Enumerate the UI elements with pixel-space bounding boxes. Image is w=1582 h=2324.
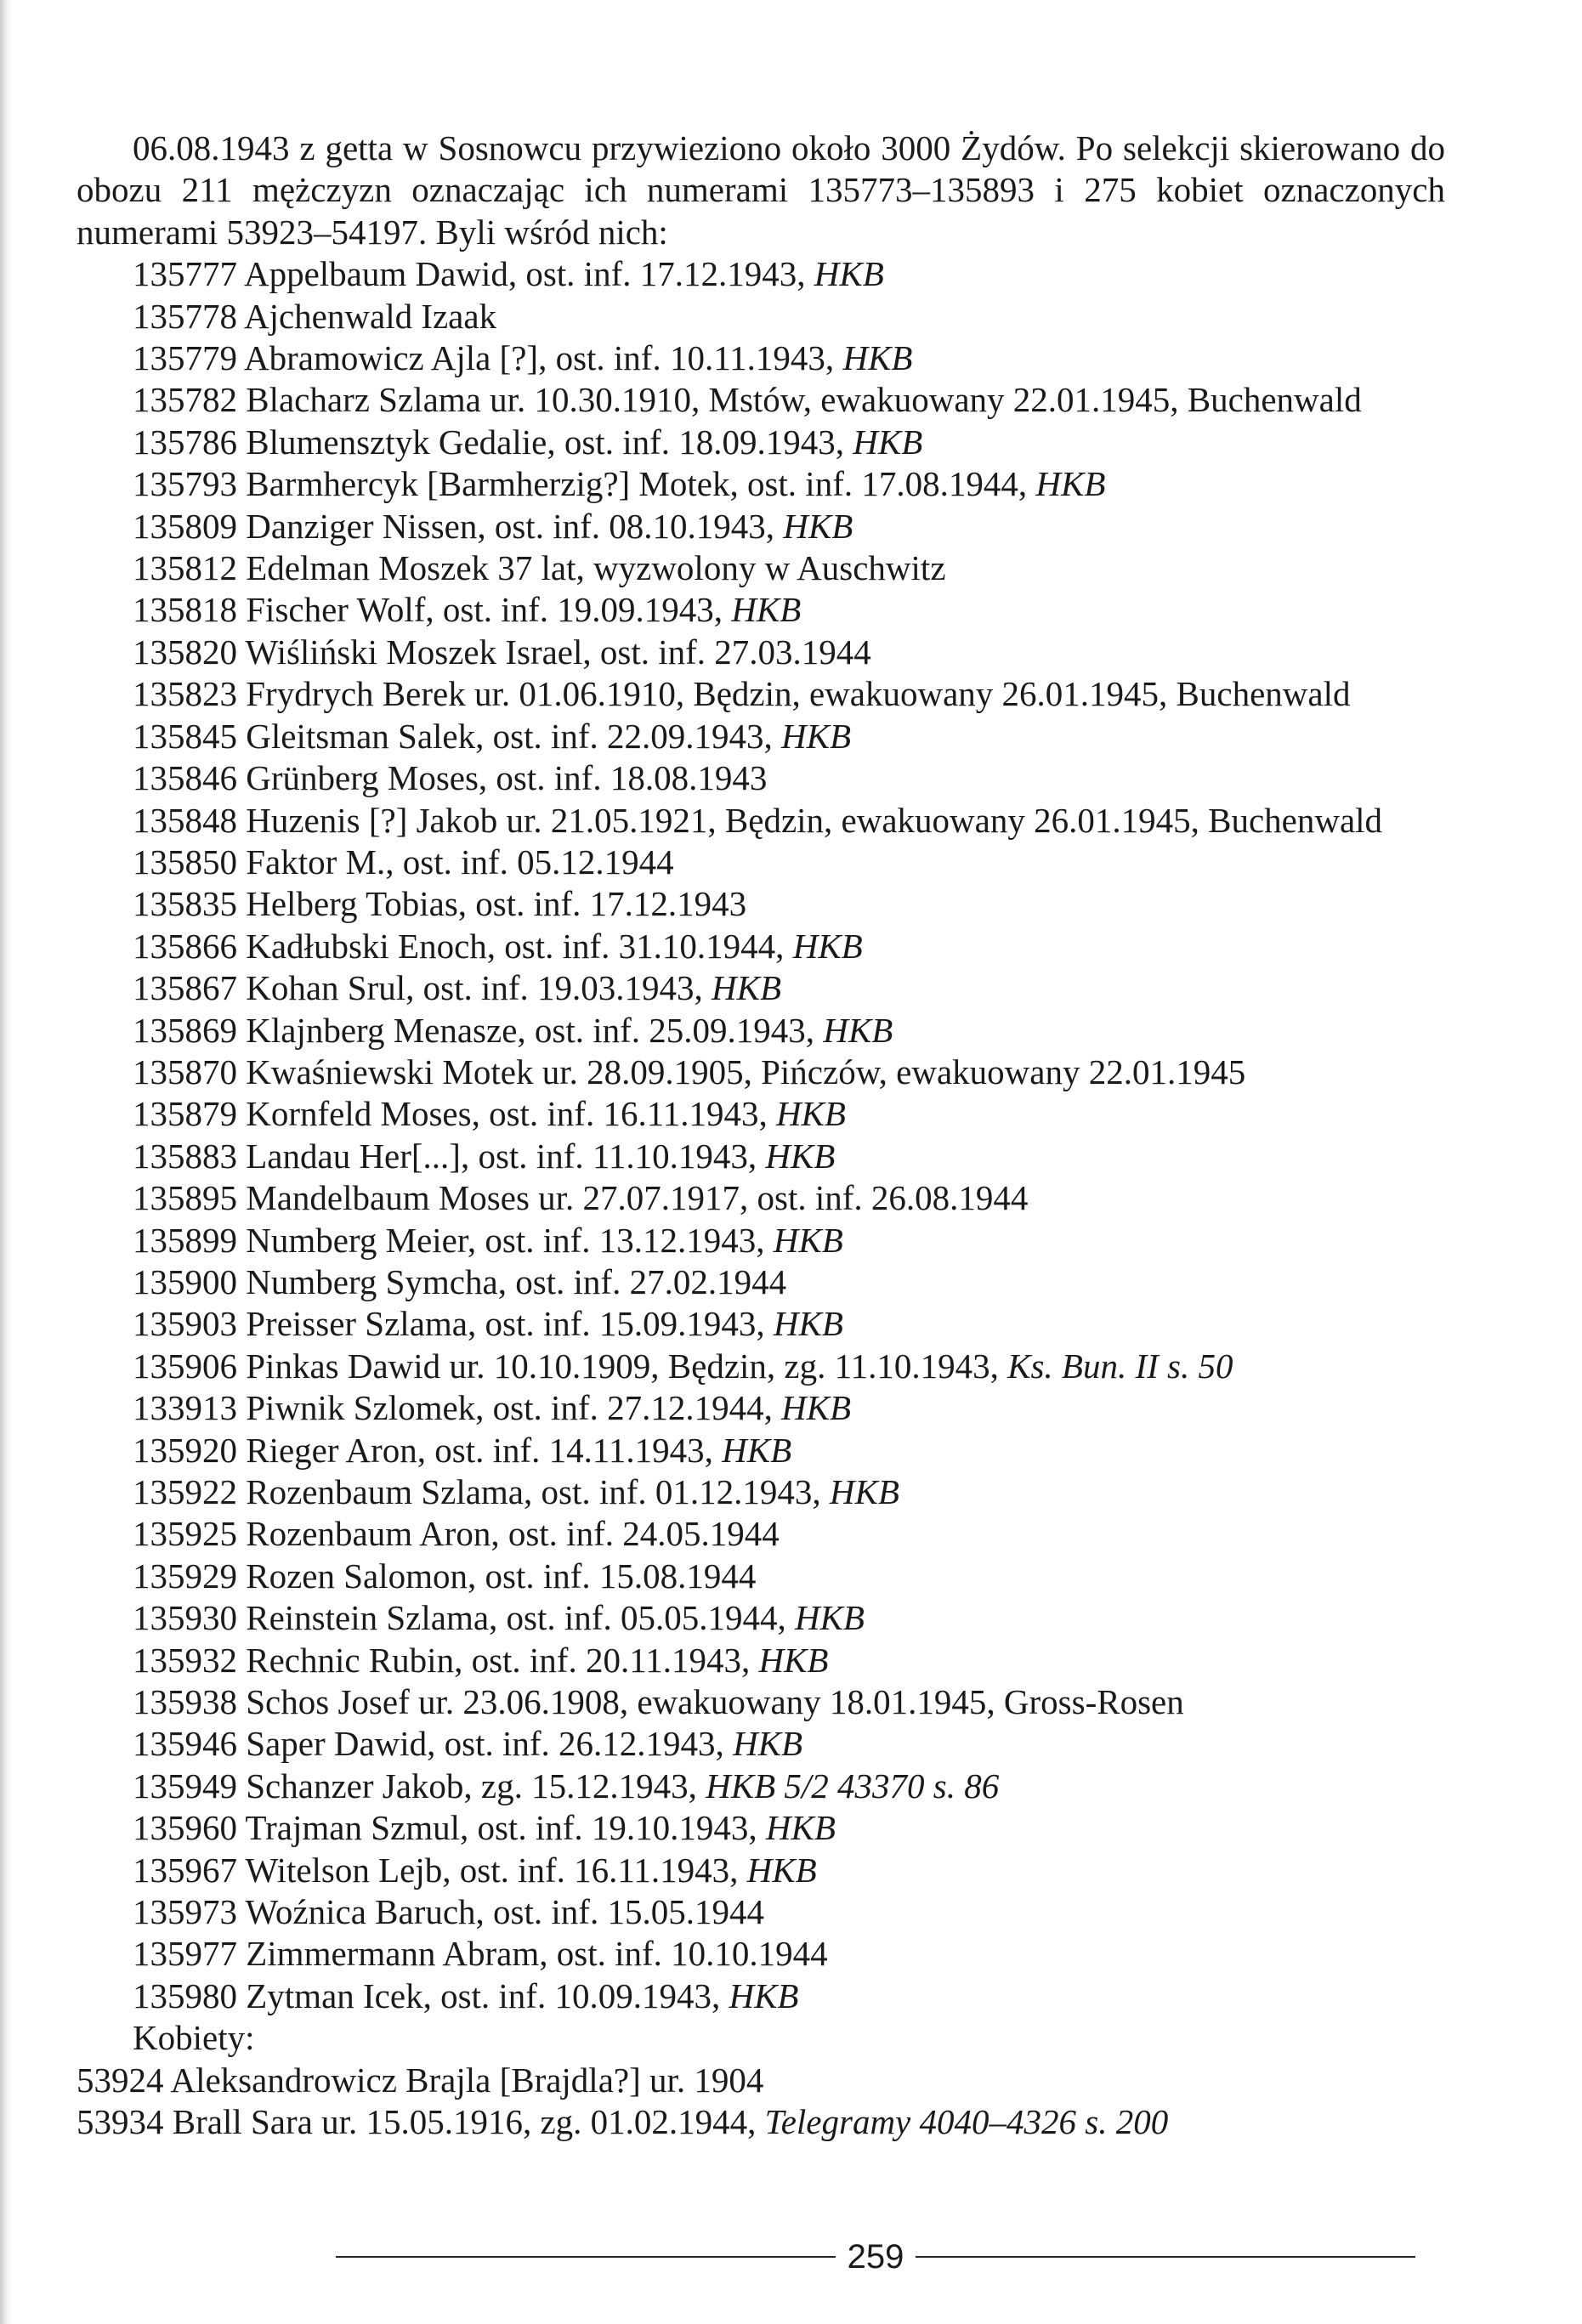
list-item [77,337,1445,379]
entry-text: 135973 Woźnica Baruch, ost. inf. 15.05.1944 [133,1892,764,1932]
entry-text: 135967 Witelson Lejb, ost. inf. 16.11.1943, [133,1850,747,1890]
entry-source: HKB [712,968,782,1008]
entry-text: 135883 Landau Her[...], ost. inf. 11.10.1943, [133,1136,766,1176]
list-item [77,1723,1445,1765]
entry-source: HKB [853,422,923,462]
entry-text: 135899 Numberg Meier, ost. inf. 13.12.1943, [133,1220,774,1260]
entry-text: 135980 Zytman Icek, ost. inf. 10.09.1943, [133,1975,729,2015]
entry-source: HKB [733,1724,803,1764]
entry-text: 135895 Mandelbaum Moses ur. 27.07.1917, ost. inf. 26.08.1944 [133,1178,1029,1218]
list-item [77,1556,1445,1597]
entry-text: 135879 Kornfeld Moses, ost. inf. 16.11.1943, [133,1094,776,1134]
entry-text: 135835 Helberg Tobias, ost. inf. 17.12.1943 [133,884,747,924]
entry-source: HKB 5/2 43370 s. 86 [706,1766,1000,1805]
list-item [77,1471,1445,1513]
list-item [77,379,1445,421]
list-item [77,757,1445,799]
entry-text: 135906 Pinkas Dawid ur. 10.10.1909, Będzin, zg. 11.10.1943, [133,1346,1008,1386]
list-item [77,506,1445,547]
entry-text: 135793 Barmhercyk [Barmherzig?] Motek, ost. inf. 17.08.1944, [133,464,1036,504]
entry-text: 135920 Rieger Aron, ost. inf. 14.11.1943, [133,1430,723,1470]
entry-source: HKB [794,1598,865,1638]
list-item [77,422,1445,463]
entry-text: 135867 Kohan Srul, ost. inf. 19.03.1943, [133,968,712,1008]
list-item [77,296,1445,337]
list-item [77,1513,1445,1555]
entry-text: 53934 Brall Sara ur. 15.05.1916, zg. 01.02.1944, [77,2102,765,2142]
entry-text: 135869 Klajnberg Menasze, ost. inf. 25.09.1943, [133,1010,824,1050]
entry-text: 135960 Trajman Szmul, ost. inf. 19.10.1943, [133,1808,766,1848]
entry-source: HKB [773,1304,843,1344]
list-item [77,632,1445,673]
entry-text: 135809 Danziger Nissen, ost. inf. 08.10.1943, [133,506,784,546]
entry-text: 135812 Edelman Moszek 37 lat, wyzwolony w Auschwitz [133,548,946,588]
women-heading: Kobiety: [133,2018,255,2058]
entry-text: 135845 Gleitsman Salek, ost. inf. 22.09.1943, [133,716,782,756]
list-item [77,1891,1445,1933]
list-item [77,1220,1445,1261]
list-item [77,1303,1445,1345]
list-item [77,589,1445,631]
entry-text: 135778 Ajchenwald Izaak [133,296,497,336]
entry-text: 135925 Rozenbaum Aron, ost. inf. 24.05.1944 [133,1514,780,1554]
entry-source: HKB [814,254,884,294]
list-item [77,1010,1445,1051]
entry-text: 135949 Schanzer Jakob, zg. 15.12.1943, [133,1766,706,1805]
entry-text: 135932 Rechnic Rubin, ost. inf. 20.11.1943, [133,1640,759,1680]
intro-paragraph: 06.08.1943 z getta w Sosnowcu przywieziono około 3000 Żydów. Po selekcji skierowano do obozu 211 mężczyzn oznaczając ich numerami 135773–135893 i 275 kobiet oznaczonych numerami 53923–54197. Byli wśród nich: [77,128,1445,252]
entry-text: 135786 Blumensztyk Gedalie, ost. inf. 18.09.1943, [133,422,853,462]
page-footer [336,2235,1415,2279]
list-item [77,926,1445,967]
women-list [77,2060,1445,2144]
men-list [77,253,1445,2017]
list-item [77,547,1445,589]
list-item [77,1261,1445,1303]
entry-source: HKB [829,1472,899,1511]
list-item [77,1051,1445,1093]
entry-text: 135782 Blacharz Szlama ur. 10.30.1910, Mstów, ewakuowany 22.01.1945, Buchenwald [133,380,1362,420]
list-item [77,2101,1445,2143]
list-item [77,253,1445,295]
entry-text: 135922 Rozenbaum Szlama, ost. inf. 01.12.1943, [133,1472,830,1511]
entry-text: 135850 Faktor M., ost. inf. 05.12.1944 [133,842,674,881]
list-item [77,1975,1445,2017]
entry-text: 135846 Grünberg Moses, ost. inf. 18.08.1943 [133,758,768,798]
entry-text: 135938 Schos Josef ur. 23.06.1908, ewakuowany 18.01.1945, Gross-Rosen [133,1682,1184,1722]
list-item [77,1346,1445,1387]
entry-source: HKB [722,1430,792,1470]
entry-text: 135929 Rozen Salomon, ost. inf. 15.08.1944 [133,1556,757,1596]
page-number: 259 [847,2237,904,2276]
entry-text: 135848 Huzenis [?] Jakob ur. 21.05.1921, Będzin, ewakuowany 26.01.1945, Buchenwald [133,800,1383,840]
list-item [77,1430,1445,1471]
entry-source: HKB [1035,464,1106,504]
list-item [77,967,1445,1009]
list-item [77,716,1445,757]
entry-source: HKB [773,1220,843,1260]
list-item [77,1136,1445,1177]
list-item [77,1177,1445,1219]
entry-text: 135820 Wiśliński Moszek Israel, ost. inf. 27.03.1944 [133,632,871,672]
page-body [77,128,1445,2144]
entry-source: HKB [775,1094,846,1134]
list-item [77,2060,1445,2101]
list-item [77,673,1445,715]
entry-text: 135930 Reinstein Szlama, ost. inf. 05.05.1944, [133,1598,795,1638]
footer-rule-left [336,2256,836,2258]
entry-text: 135777 Appelbaum Dawid, ost. inf. 17.12.1943, [133,254,814,294]
list-item [77,1933,1445,1975]
entry-source: HKB [783,506,853,546]
entry-source: HKB [765,1136,836,1176]
entry-text: 135946 Saper Dawid, ost. inf. 26.12.1943, [133,1724,734,1764]
entry-source: HKB [781,1388,852,1428]
entry-text: 135818 Fischer Wolf, ost. inf. 19.09.1943, [133,590,732,630]
page-edge-shadow [0,0,12,2324]
entry-source: HKB [765,1808,836,1848]
list-item [77,883,1445,925]
entry-text: 135779 Abramowicz Ajla [?], ost. inf. 10.11.1943, [133,338,843,378]
entry-text: 135823 Frydrych Berek ur. 01.06.1910, Będzin, ewakuowany 26.01.1945, Buchenwald [133,674,1351,714]
list-item [77,1640,1445,1681]
list-item [77,800,1445,842]
entry-source: HKB [731,590,802,630]
entry-source: HKB [746,1850,817,1890]
entry-source: HKB [823,1010,893,1050]
entry-source: HKB [758,1640,829,1680]
entry-text: 135870 Kwaśniewski Motek ur. 28.09.1905, Pińczów, ewakuowany 22.01.1945 [133,1051,1246,1091]
footer-rule-right [916,2256,1415,2258]
list-item [77,842,1445,883]
entry-source: HKB [781,716,852,756]
entry-source: HKB [729,1975,799,2015]
entry-source: Telegramy 4040–4326 s. 200 [764,2102,1169,2142]
entry-text: 133913 Piwnik Szlomek, ost. inf. 27.12.1944, [133,1388,782,1428]
list-item [77,1093,1445,1135]
entry-text: 135900 Numberg Symcha, ost. inf. 27.02.1944 [133,1261,787,1301]
entry-text: 135977 Zimmermann Abram, ost. inf. 10.10.1944 [133,1934,828,1974]
entry-text: 135866 Kadłubski Enoch, ost. inf. 31.10.1944, [133,926,793,966]
list-item [77,1597,1445,1639]
entry-source: Ks. Bun. II s. 50 [1007,1346,1233,1386]
entry-source: HKB [792,926,863,966]
list-item [77,1807,1445,1849]
entry-text: 135903 Preisser Szlama, ost. inf. 15.09.1943, [133,1304,774,1344]
list-item [77,1766,1445,1807]
list-item [77,463,1445,505]
list-item [77,1681,1445,1723]
entry-source: HKB [842,338,913,378]
list-item [77,1387,1445,1429]
list-item [77,1850,1445,1891]
entry-text: 53924 Aleksandrowicz Brajla [Brajdla?] ur. 1904 [77,2060,764,2100]
